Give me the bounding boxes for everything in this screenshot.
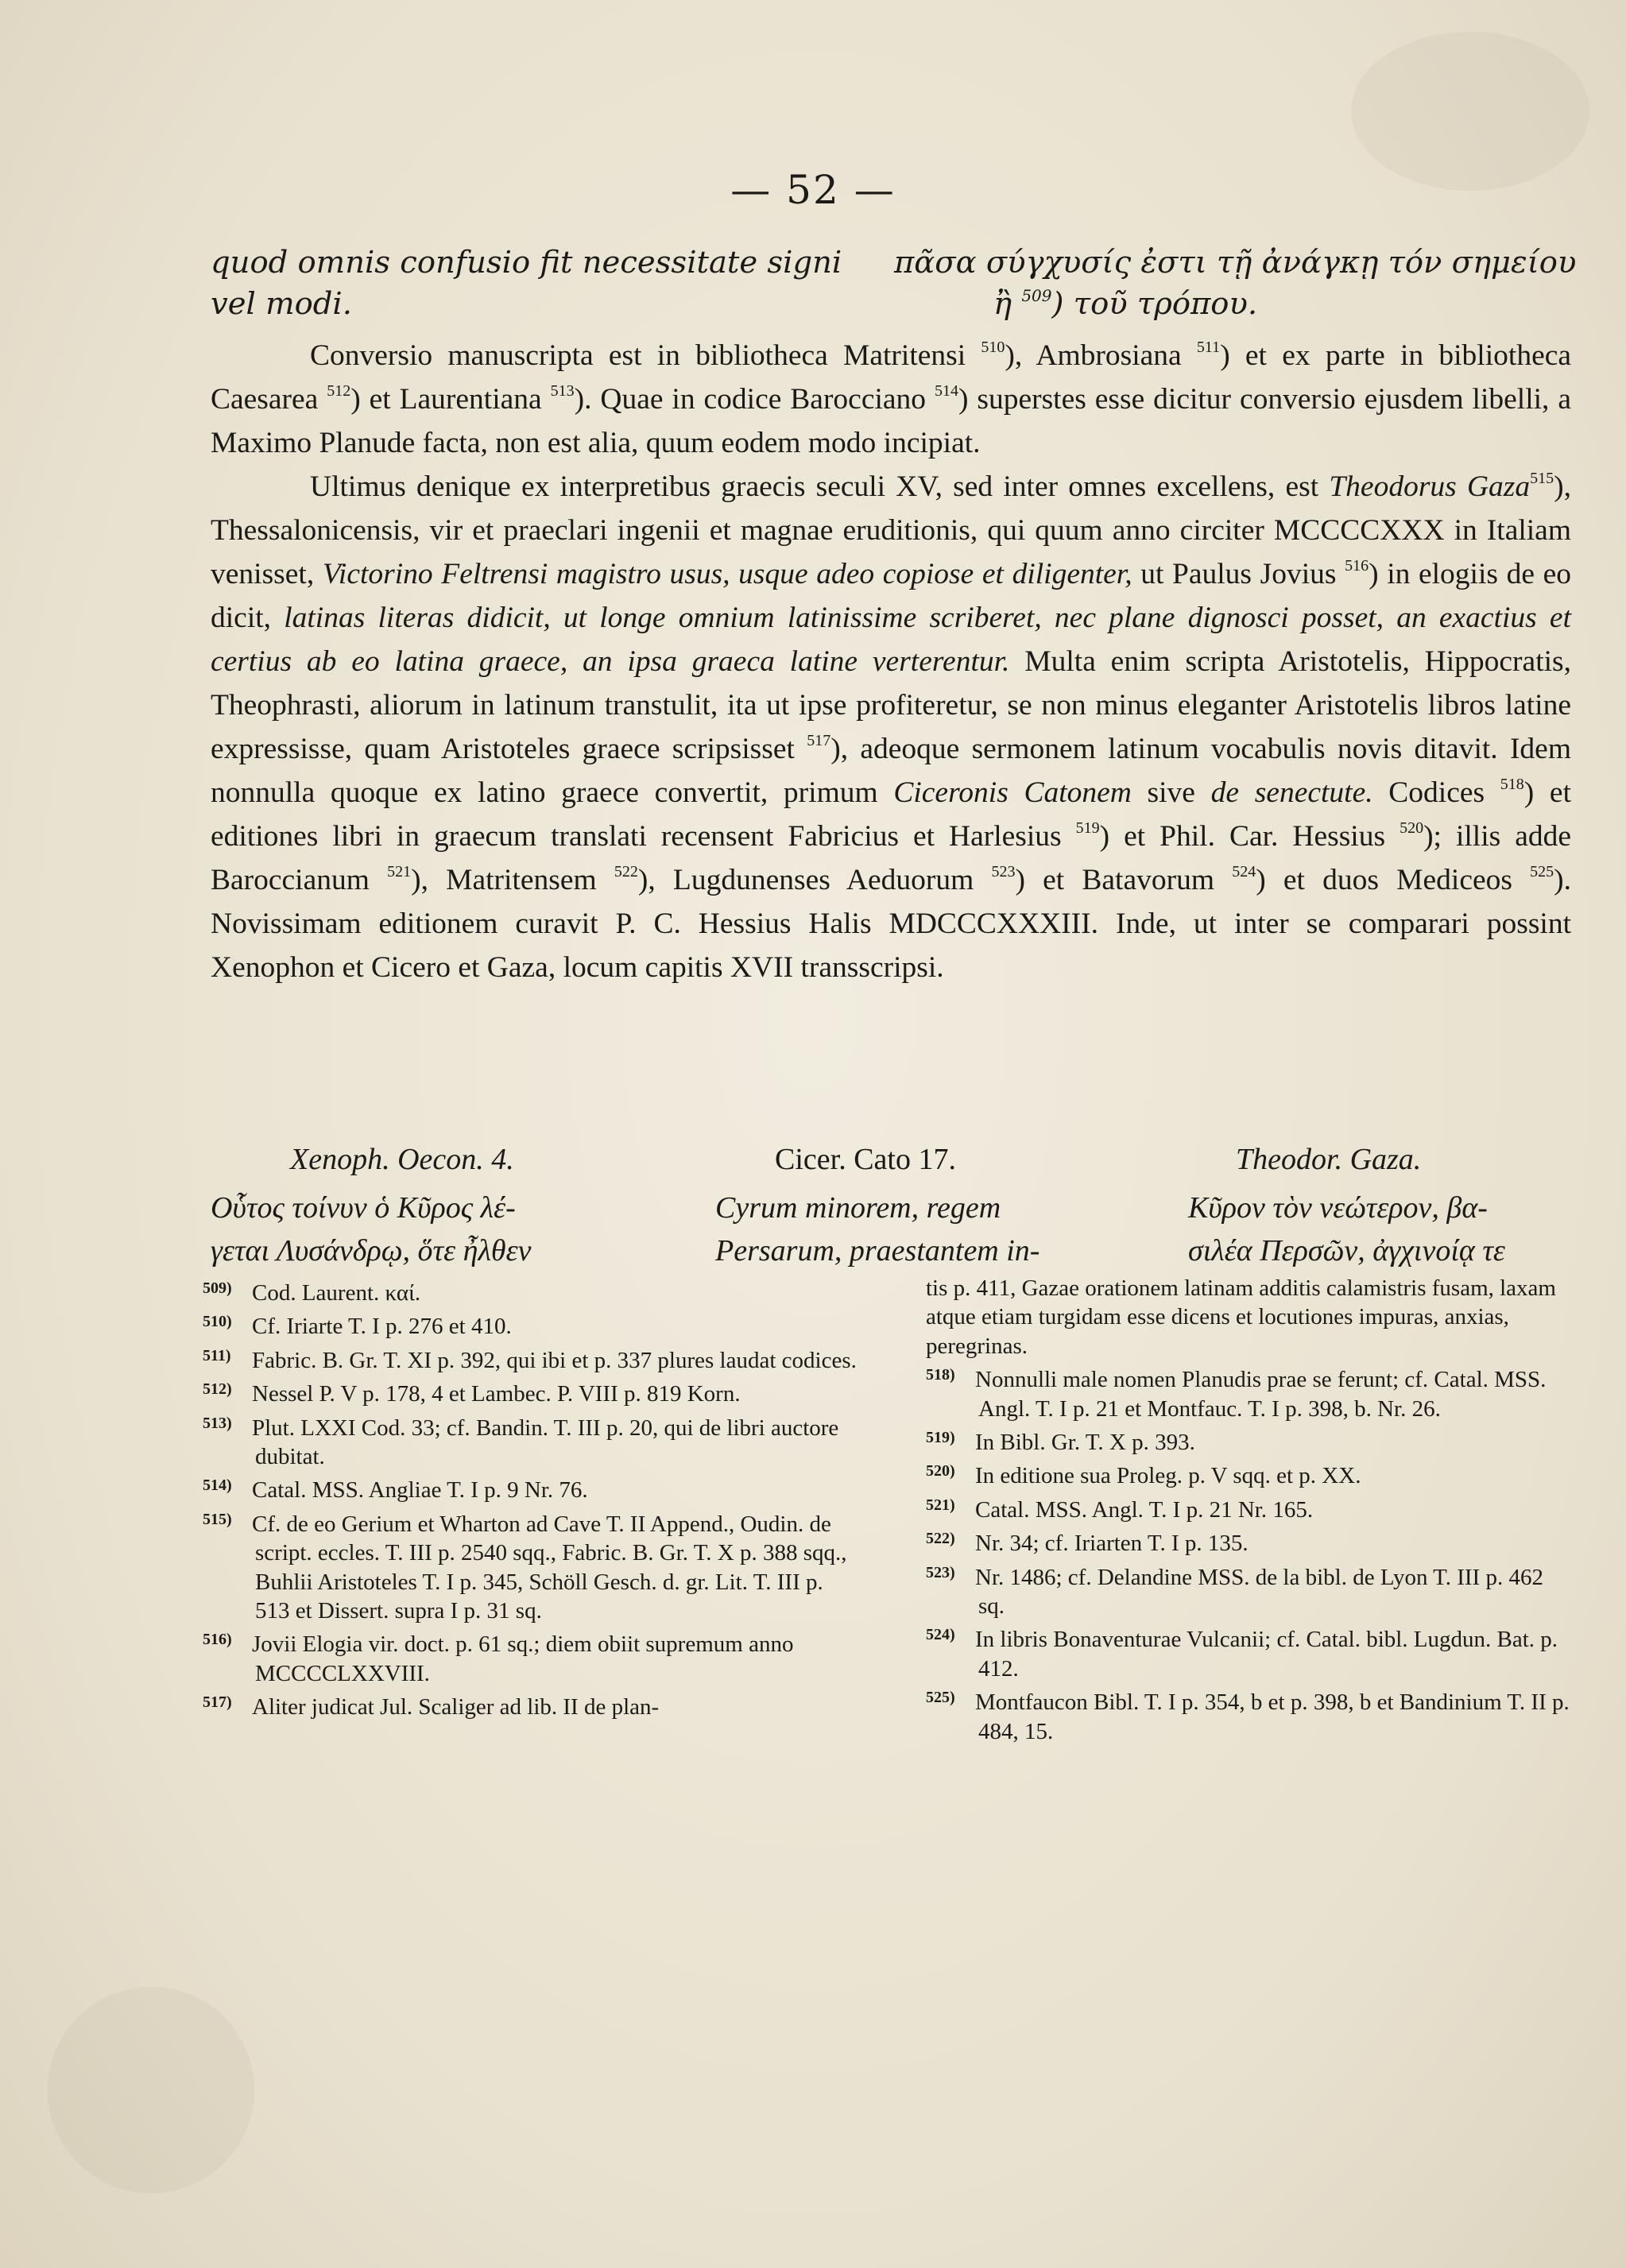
text-run: Ultimus denique ex interpretibus graecis seculi XV, sed inter omnes excellens, est bbox=[310, 470, 1330, 503]
footnote bbox=[203, 1688, 862, 1721]
footnote-text: Cod. Laurent. καί. bbox=[252, 1280, 421, 1306]
footnote bbox=[203, 1375, 862, 1408]
footnote-ref: 513 bbox=[550, 382, 575, 400]
footnote-number: 522) bbox=[926, 1530, 955, 1548]
footnote-text: Nonnulli male nomen Planudis prae se ferunt; cf. Catal. MSS. Angl. T. I p. 21 et Montfauc. T. I p. 398, b. Nr. 26. bbox=[975, 1367, 1547, 1422]
italic-run: latinas literas didicit, ut longe omnium latinissime scriberet, nec plane dignosci posset, an exactius et certius ab eo latina graece, an ipsa graeca latine verterentur. bbox=[211, 602, 1571, 678]
footnote bbox=[203, 1471, 862, 1504]
text-run: ) et editiones libri in graecum translati recensent Fabricius et Harlesius bbox=[211, 776, 1571, 853]
footnote-ref: 510 bbox=[981, 339, 1005, 356]
text-run: ), Lugdunenses Aeduorum bbox=[637, 864, 992, 896]
footnote-text: Jovii Elogia vir. doct. p. 61 sq.; diem obiit supremum anno MCCCCLXXVIII. bbox=[252, 1631, 794, 1686]
text-run: ) in elogiis de eo dicit, bbox=[211, 558, 1571, 634]
text-run: ) et ex parte in bibliotheca Caesarea bbox=[211, 339, 1571, 416]
text-run: ) superstes esse dicitur conversio ejusdem libelli, a Maximo Planude facta, non est alia, quum eodem modo incipiat. bbox=[211, 383, 1571, 459]
footnote-number: 516) bbox=[203, 1631, 232, 1649]
text-run: ); illis adde Baroccianum bbox=[211, 820, 1571, 896]
footnote-number: 514) bbox=[203, 1477, 232, 1495]
footnote-text: Aliter judicat Jul. Scaliger ad lib. II de plan- bbox=[252, 1694, 660, 1720]
footnote-ref: 512 bbox=[327, 382, 351, 400]
footnote-number: 515) bbox=[203, 1510, 232, 1528]
footnote bbox=[926, 1524, 1571, 1558]
footnote bbox=[203, 1409, 862, 1472]
footnote-ref: 515 bbox=[1530, 470, 1554, 487]
footnotes-right-column bbox=[926, 1274, 1571, 1746]
lead-latin-line1: quod omnis confusio fit necessitate signi bbox=[211, 245, 842, 281]
footnote-ref: 519 bbox=[1075, 819, 1100, 837]
cicero-line-1: Cyrum minorem, regem bbox=[715, 1191, 1001, 1225]
footnote-ref: 514 bbox=[934, 382, 958, 400]
text-run: sive bbox=[1131, 776, 1211, 809]
italic-run: Ciceronis Catonem bbox=[893, 776, 1132, 809]
text-run: Multa enim scripta Aristotelis, Hippocratis, Theophrasti, aliorum in latinum transtulit, ita ut ipse profiteretur, se non minus eleganter Aristotelis libros latine expressisse, quam Aristoteles graece scripsisset bbox=[211, 645, 1571, 765]
footnote-number: 509) bbox=[203, 1279, 232, 1297]
footnote-number: 519) bbox=[926, 1429, 955, 1447]
text-run: ) et duos Mediceos bbox=[1256, 864, 1531, 896]
text-run: ), adeoque sermonem latinum vocabulis novis ditavit. Idem nonnulla quoque ex latino graece convertit, primum bbox=[211, 733, 1571, 809]
text-run: ), Thessalonicensis, vir et praeclari ingenii et magnae eruditionis, qui quum anno circiter MCCCCXXX in Italiam venisset, bbox=[211, 470, 1571, 590]
footnote-ref: 511 bbox=[1196, 339, 1221, 356]
footnote-continuation: tis p. 411, Gazae orationem latinam additis calamistris fusam, laxam atque etiam turgidam esse dicens et locutiones impuras, anxias, peregrinas. bbox=[926, 1275, 1556, 1359]
text-run: ), Ambrosiana bbox=[1005, 339, 1197, 372]
text-run: ) et Laurentiana bbox=[350, 383, 551, 416]
footnote bbox=[926, 1457, 1571, 1490]
footnote bbox=[926, 1423, 1571, 1457]
footnote bbox=[203, 1274, 862, 1307]
italic-run: Victorino Feltrensi magistro usus, usque adeo copiose et diligenter, bbox=[322, 558, 1132, 590]
page-number: — 52 — bbox=[730, 167, 896, 213]
footnote-ref: 516 bbox=[1345, 557, 1369, 575]
footnote bbox=[926, 1558, 1571, 1621]
footnote-number: 512) bbox=[203, 1380, 232, 1399]
footnote-text: Nr. 34; cf. Iriarten T. I p. 135. bbox=[975, 1531, 1249, 1557]
footnote-ref: 523 bbox=[991, 863, 1016, 880]
text-run: Codices bbox=[1372, 776, 1500, 809]
footnote-text: In Bibl. Gr. T. X p. 393. bbox=[975, 1430, 1195, 1456]
lead-greek-line2 bbox=[993, 284, 1257, 325]
footnote-text: Montfaucon Bibl. T. I p. 354, b et p. 398, b et Bandinium T. II p. 484, 15. bbox=[975, 1689, 1570, 1744]
footnote-ref: 521 bbox=[387, 863, 412, 880]
footnotes-left-column bbox=[203, 1274, 862, 1722]
gaza-line-1: Κῦρον τὸν νεώτερον, βα- bbox=[1188, 1191, 1488, 1225]
footnote-text: Catal. MSS. Angl. T. I p. 21 Nr. 165. bbox=[975, 1496, 1314, 1523]
footnote-ref: 524 bbox=[1232, 863, 1256, 880]
footnote bbox=[926, 1683, 1571, 1746]
cicero-line-2: Persarum, praestantem in- bbox=[715, 1234, 1040, 1268]
footnote bbox=[926, 1491, 1571, 1524]
footnote-text: In libris Bonaventurae Vulcanii; cf. Catal. bibl. Lugdun. Bat. p. 412. bbox=[975, 1627, 1558, 1682]
footnote-number: 511) bbox=[203, 1346, 231, 1364]
footnote bbox=[203, 1505, 862, 1626]
italic-run: Theodorus Gaza bbox=[1329, 470, 1531, 503]
footnote-ref: 522 bbox=[614, 863, 638, 880]
text-run: ) et Phil. Car. Hessius bbox=[1099, 820, 1400, 853]
footnote-ref: 517 bbox=[807, 732, 831, 749]
main-text bbox=[211, 334, 1571, 989]
paragraph-1 bbox=[211, 334, 1571, 465]
footnote-number: 525) bbox=[926, 1689, 955, 1707]
footnote-number: 513) bbox=[203, 1414, 232, 1432]
footnote-text: Cf. Iriarte T. I p. 276 et 410. bbox=[252, 1314, 512, 1340]
gaza-line-2: σιλέα Περσῶν, ἀγχινοίᾳ τε bbox=[1188, 1234, 1505, 1268]
footnote-text: Plut. LXXI Cod. 33; cf. Bandin. T. III p. 20, qui de libri auctore dubitat. bbox=[252, 1415, 839, 1470]
text-run: ). Novissimam editionem curavit P. C. Hessius Halis MDCCCXXXIII. Inde, ut inter se comparari possint Xenophon et Cicero et Gaza, locum capitis XVII transscripsi. bbox=[211, 864, 1572, 984]
text-run: ut Paulus Jovius bbox=[1132, 558, 1345, 590]
footnote-ref: 518 bbox=[1500, 776, 1524, 793]
greek-text: ἢ bbox=[993, 286, 1012, 322]
footnote bbox=[926, 1360, 1571, 1423]
xenophon-line-1: Οὗτος τοίνυν ὁ Κῦρος λέ- bbox=[211, 1191, 516, 1225]
text-run: ) et Batavorum bbox=[1015, 864, 1233, 896]
lead-greek-line1: πᾶσα σύγχυσίς ἐστι τῇ ἀνάγκῃ τόν σημείου bbox=[894, 245, 1577, 281]
footnote-text: Catal. MSS. Angliae T. I p. 9 Nr. 76. bbox=[252, 1477, 588, 1504]
footnote-text: Nessel P. V p. 178, 4 et Lambec. P. VIII p. 819 Korn. bbox=[252, 1381, 741, 1407]
footnote-number: 521) bbox=[926, 1496, 955, 1514]
text-run: ). Quae in codice Barocciano bbox=[574, 383, 935, 416]
footnote bbox=[203, 1307, 862, 1341]
xenophon-line-2: γεται Λυσάνδρῳ, ὅτε ἦλθεν bbox=[211, 1234, 532, 1268]
footnote-number: 510) bbox=[203, 1313, 232, 1331]
lead-latin-line2: vel modi. bbox=[211, 286, 352, 322]
column-head-gaza: Theodor. Gaza. bbox=[1236, 1143, 1422, 1176]
text-run: Conversio manuscripta est in bibliotheca Matritensi bbox=[310, 339, 981, 372]
column-head-xenophon: Xenoph. Oecon. 4. bbox=[290, 1143, 514, 1176]
paper-stain bbox=[48, 1987, 254, 2193]
footnote bbox=[203, 1625, 862, 1688]
text-run: ), Matritensem bbox=[411, 864, 614, 896]
footnote-number: 518) bbox=[926, 1366, 955, 1384]
footnote-number: 523) bbox=[926, 1563, 955, 1581]
footnote-text: Fabric. B. Gr. T. XI p. 392, qui ibi et p. 337 plures laudat codices. bbox=[252, 1347, 857, 1373]
footnote-number: 517) bbox=[203, 1693, 232, 1712]
paragraph-2 bbox=[211, 465, 1571, 989]
footnote-text: Nr. 1486; cf. Delandine MSS. de la bibl. de Lyon T. III p. 462 sq. bbox=[975, 1564, 1543, 1620]
footnote-number: 524) bbox=[926, 1626, 955, 1644]
footnote-ref: 525 bbox=[1530, 863, 1554, 880]
footnote-ref: 520 bbox=[1400, 819, 1424, 837]
footnote-text: Cf. de eo Gerium et Wharton ad Cave T. II Append., Oudin. de script. eccles. T. III p. 2540 sqq., Fabric. B. Gr. T. X p. 388 sqq., Buhlii Aristoteles T. I p. 345, Schöll Gesch. d. gr. Lit. T. III p. 513 et Dissert. supra I p. 31 sq. bbox=[252, 1511, 847, 1624]
footnote-ref: 509 bbox=[1021, 286, 1052, 305]
footnote bbox=[203, 1341, 862, 1375]
footnote bbox=[926, 1620, 1571, 1683]
footnote-number: 520) bbox=[926, 1462, 955, 1480]
column-head-cicero: Cicer. Cato 17. bbox=[775, 1143, 956, 1176]
greek-text: ) τοῦ τρόπου. bbox=[1051, 286, 1258, 322]
footnote-text: In editione sua Proleg. p. V sqq. et p. XX. bbox=[975, 1463, 1361, 1489]
italic-run: de senectute. bbox=[1210, 776, 1373, 809]
